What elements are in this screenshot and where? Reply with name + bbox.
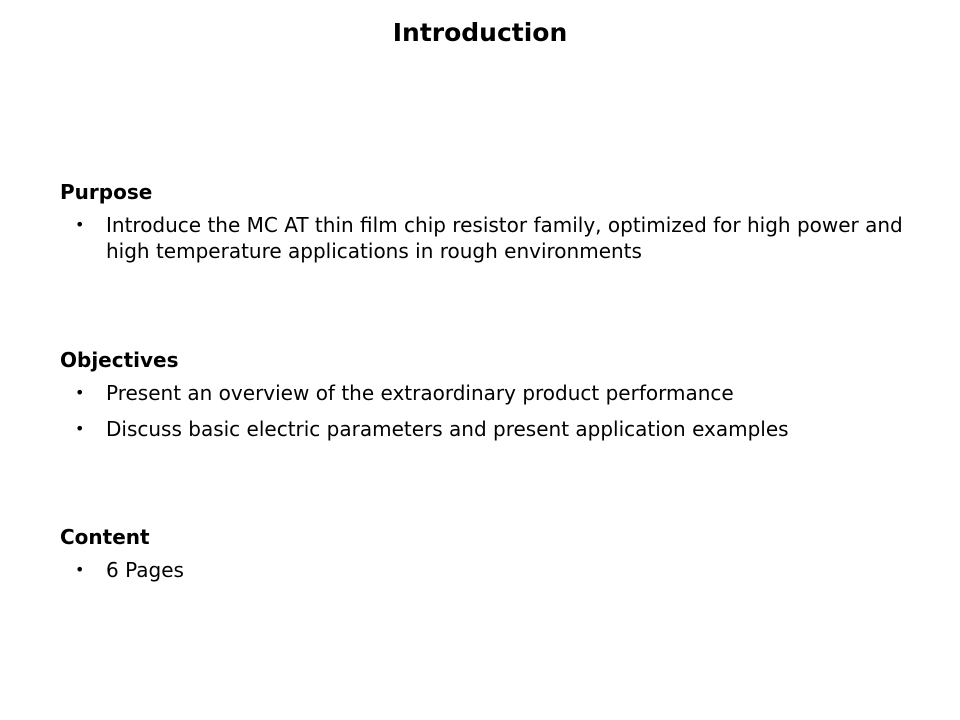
section-purpose xyxy=(60,178,920,274)
page-title: Introduction xyxy=(392,18,568,47)
section-content xyxy=(60,523,920,593)
section-heading: Purpose xyxy=(60,180,153,204)
bullet-icon: • xyxy=(75,383,85,402)
bullet-text: Introduce the MC AT thin film chip resistor family, optimized for high power and high temperature applications in rough environments xyxy=(106,213,903,263)
bullet-list xyxy=(60,557,920,583)
bullet-list xyxy=(60,380,920,442)
section-heading: Content xyxy=(60,525,150,549)
bullet-icon: • xyxy=(75,560,85,579)
bullet-icon: • xyxy=(75,419,85,438)
bullet-text: Discuss basic electric parameters and present application examples xyxy=(106,417,789,441)
bullet-text: Present an overview of the extraordinary product performance xyxy=(106,381,734,405)
section-objectives xyxy=(60,346,920,452)
list-item xyxy=(60,557,920,583)
section-heading: Objectives xyxy=(60,348,179,372)
bullet-list xyxy=(60,212,920,264)
list-item xyxy=(60,416,920,442)
list-item xyxy=(60,380,920,406)
list-item xyxy=(60,212,920,264)
bullet-icon: • xyxy=(75,215,85,234)
bullet-text: 6 Pages xyxy=(106,558,184,582)
